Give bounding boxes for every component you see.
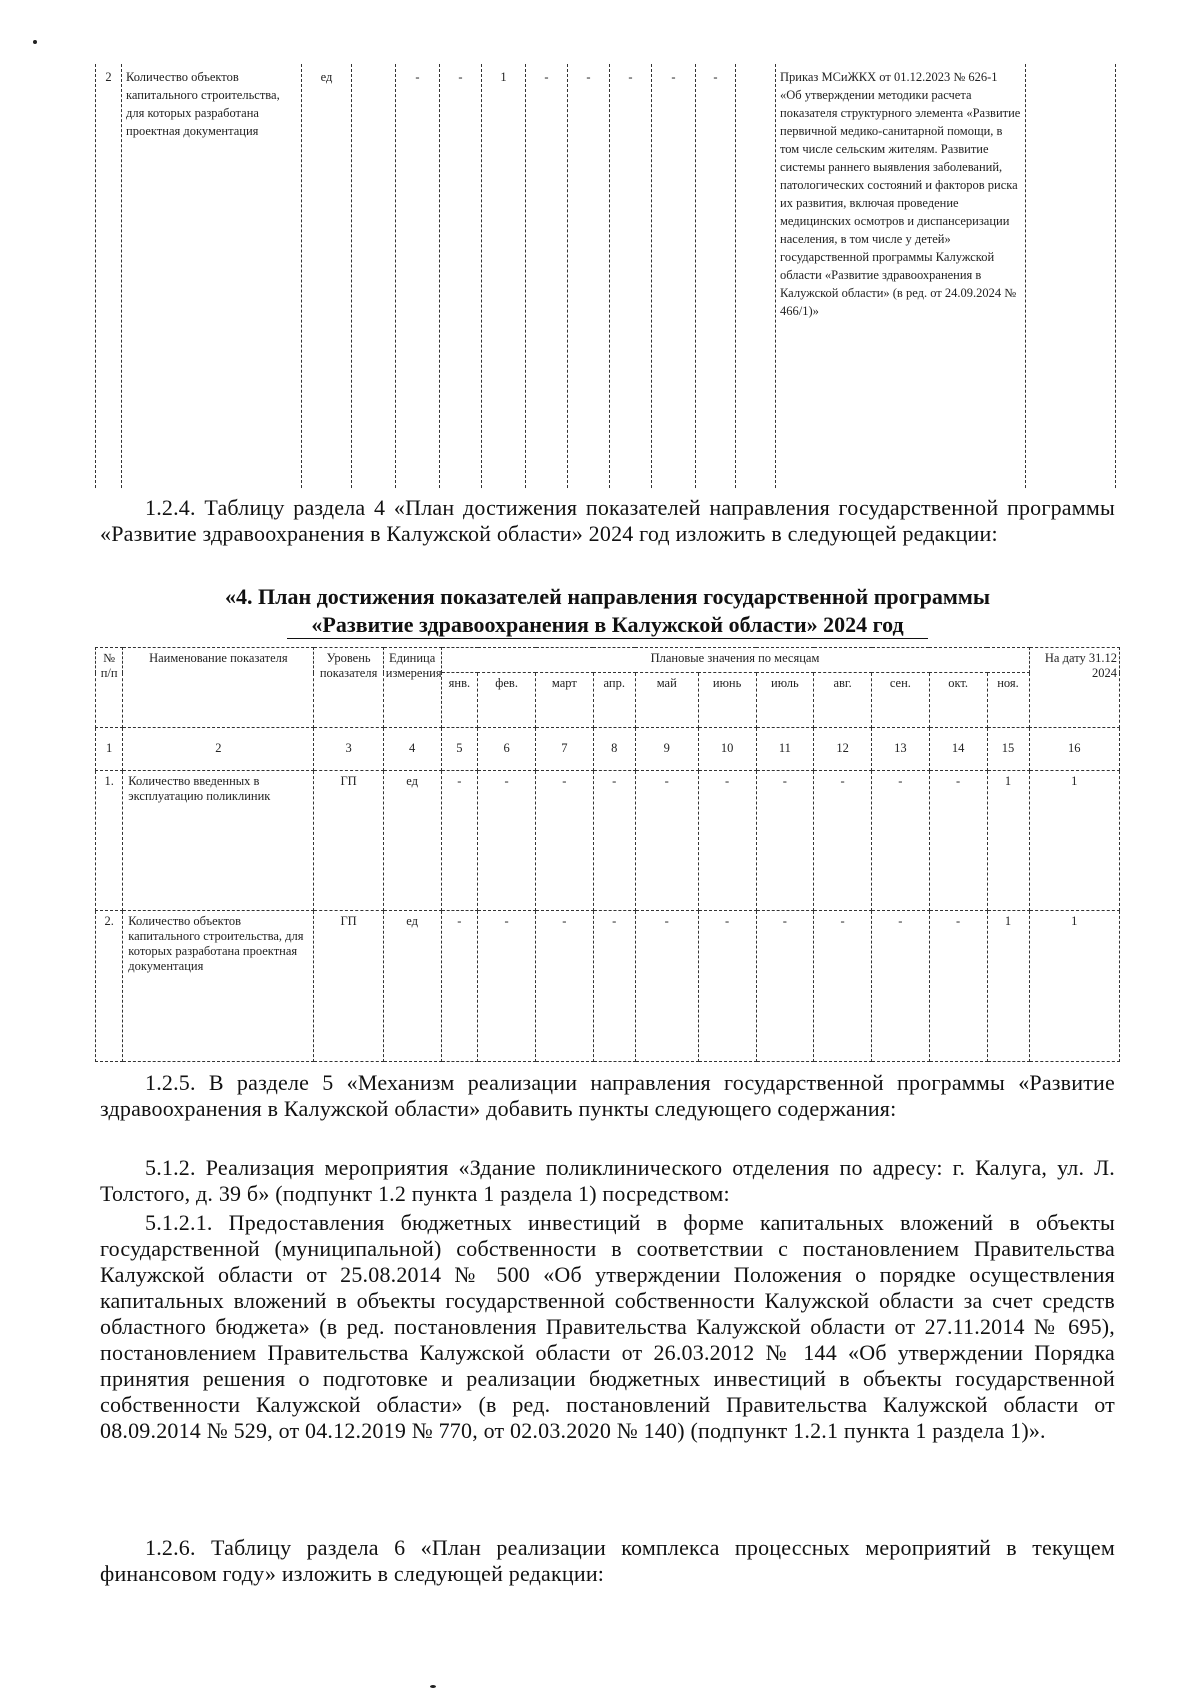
value-cell: - xyxy=(526,64,568,488)
month-header: ноя. xyxy=(987,673,1029,728)
col-number: 14 xyxy=(929,728,987,770)
col-number: 2 xyxy=(123,728,314,770)
header-unit: Единица измерения xyxy=(383,648,441,728)
col-number: 10 xyxy=(698,728,756,770)
row-number: 2 xyxy=(96,64,122,488)
empty-cell xyxy=(1026,64,1116,488)
value-cell: - xyxy=(698,770,756,911)
month-header: май xyxy=(635,673,698,728)
empty-cell xyxy=(736,64,776,488)
col-number: 15 xyxy=(987,728,1029,770)
header-monthly: Плановые значения по месяцам xyxy=(441,648,1029,673)
paragraph-5-1-2-1: 5.1.2.1. Предоставления бюджетных инвестиций в форме капитальных вложений в объекты государственной (муниципальной) собственности в соответствии с постановлением Правительства Калужской области от 25.08.2014 № 500 «Об утверждении Положения о порядке осуществления капитальных вложений в объекты государственной собственности Калужской области за счет средств областного бюджета» (в ред. постановления Правительства Калужской области от 27.11.2014 № 695), постановлением Правительства Калужской области от 26.03.2012 № 144 «Об утверждении Порядка принятия решения о подготовке и реализации бюджетных инвестиций в объекты государственной собственности Калужской области» (в ред. постановлений Правительства Калужской области от 08.09.2014 № 529, от 04.12.2019 № 770, от 02.03.2020 № 140) (подпункт 1.2.1 пункта 1 раздела 1)». xyxy=(100,1210,1115,1443)
paragraph-1-2-5: 1.2.5. В разделе 5 «Механизм реализации направления государственной программы «Развитие здравоохранения в Калужской области» добавить пункты следующего содержания: xyxy=(100,1070,1115,1121)
value-cell: - xyxy=(478,911,536,1062)
value-cell: - xyxy=(872,770,930,911)
col-number: 9 xyxy=(635,728,698,770)
month-header: фев. xyxy=(478,673,536,728)
value-cell: - xyxy=(593,911,635,1062)
value-cell: - xyxy=(698,911,756,1062)
indicator-name: Количество объектов капитального строительства, для которых разработана проектная документация xyxy=(123,911,314,1062)
month-header: июль xyxy=(756,673,814,728)
header-num: № п/п xyxy=(96,648,123,728)
paragraph-5-1-2: 5.1.2. Реализация мероприятия «Здание поликлинического отделения по адресу: г. Калуга, ул. Л. Толстого, д. 39 б» (подпункт 1.2 пункта 1 раздела 1) посредством: xyxy=(100,1155,1115,1206)
row-number: 1. xyxy=(96,770,123,911)
source-cell: Приказ МСиЖКХ от 01.12.2023 № 626-1 «Об утверждении методики расчета показателя структурного элемента «Развитие первичной медико-санитарной помощи, в том числе сельским жителям. Развитие системы раннего выявления заболеваний, патологических состояний и факторов риска их развития, включая проведение медицинских осмотров и диспансеризации населения, в том числе у детей» государственной программы Калужской области «Развитие здравоохранения в Калужской области» (в ред. от 24.09.2024 № 466/1)» xyxy=(776,64,1026,488)
empty-cell xyxy=(352,64,396,488)
col-number: 4 xyxy=(383,728,441,770)
value-cell: - xyxy=(441,911,478,1062)
col-number: 3 xyxy=(314,728,383,770)
month-header: март xyxy=(536,673,594,728)
value-cell: 1 xyxy=(482,64,526,488)
month-header: июнь xyxy=(698,673,756,728)
value-cell: - xyxy=(635,770,698,911)
header-year-end: На дату 31.12 2024 xyxy=(1029,648,1119,728)
value-cell: - xyxy=(814,911,872,1062)
col-number: 1 xyxy=(96,728,123,770)
continuation-table xyxy=(95,64,1116,488)
scan-speck xyxy=(430,1685,436,1688)
year-end-cell: 1 xyxy=(1029,911,1119,1062)
col-number: 16 xyxy=(1029,728,1119,770)
value-cell: - xyxy=(536,770,594,911)
value-cell: - xyxy=(396,64,440,488)
value-cell: - xyxy=(568,64,610,488)
month-header: янв. xyxy=(441,673,478,728)
column-numbers-row xyxy=(96,728,1120,770)
value-cell: - xyxy=(441,770,478,911)
value-cell: - xyxy=(696,64,736,488)
col-number: 6 xyxy=(478,728,536,770)
value-cell: - xyxy=(872,911,930,1062)
value-cell: - xyxy=(756,911,814,1062)
value-cell: - xyxy=(440,64,482,488)
table-row xyxy=(96,770,1120,911)
year-end-cell: 1 xyxy=(1029,770,1119,911)
value-cell: - xyxy=(635,911,698,1062)
section-4-heading xyxy=(100,583,1115,639)
month-header: окт. xyxy=(929,673,987,728)
scan-speck xyxy=(33,40,37,44)
level-cell: ГП xyxy=(314,770,383,911)
value-cell: - xyxy=(536,911,594,1062)
value-cell: - xyxy=(929,770,987,911)
value-cell: - xyxy=(756,770,814,911)
value-cell: 1 xyxy=(987,770,1029,911)
table-row xyxy=(96,911,1120,1062)
level-cell: ГП xyxy=(314,911,383,1062)
table-row xyxy=(96,64,1116,488)
col-number: 11 xyxy=(756,728,814,770)
value-cell: - xyxy=(652,64,696,488)
paragraph-1-2-6: 1.2.6. Таблицу раздела 6 «План реализации комплекса процессных мероприятий в текущем финансовом году» изложить в следующей редакции: xyxy=(100,1535,1115,1586)
header-row xyxy=(96,648,1120,673)
heading-line-1: «4. План достижения показателей направления государственной программы xyxy=(224,584,990,609)
col-number: 13 xyxy=(872,728,930,770)
row-number: 2. xyxy=(96,911,123,1062)
header-level: Уровень показателя xyxy=(314,648,383,728)
value-cell: - xyxy=(610,64,652,488)
col-number: 7 xyxy=(536,728,594,770)
col-number: 5 xyxy=(441,728,478,770)
value-cell: 1 xyxy=(987,911,1029,1062)
unit-cell: ед xyxy=(302,64,352,488)
header-name: Наименование показателя xyxy=(123,648,314,728)
indicator-name: Количество объектов капитального строительства, для которых разработана проектная документация xyxy=(122,64,302,488)
value-cell: - xyxy=(478,770,536,911)
paragraph-1-2-4: 1.2.4. Таблицу раздела 4 «План достижения показателей направления государственной программы «Развитие здравоохранения в Калужской области» 2024 год изложить в следующей редакции: xyxy=(100,495,1115,546)
value-cell: - xyxy=(593,770,635,911)
heading-line-2: «Развитие здравоохранения в Калужской области» 2024 год xyxy=(287,612,927,639)
unit-cell: ед xyxy=(383,911,441,1062)
month-header: сен. xyxy=(872,673,930,728)
col-number: 8 xyxy=(593,728,635,770)
value-cell: - xyxy=(929,911,987,1062)
indicator-name: Количество введенных в эксплуатацию поликлиник xyxy=(123,770,314,911)
value-cell: - xyxy=(814,770,872,911)
unit-cell: ед xyxy=(383,770,441,911)
col-number: 12 xyxy=(814,728,872,770)
month-header: апр. xyxy=(593,673,635,728)
month-header: авг. xyxy=(814,673,872,728)
plan-table xyxy=(95,647,1120,1062)
